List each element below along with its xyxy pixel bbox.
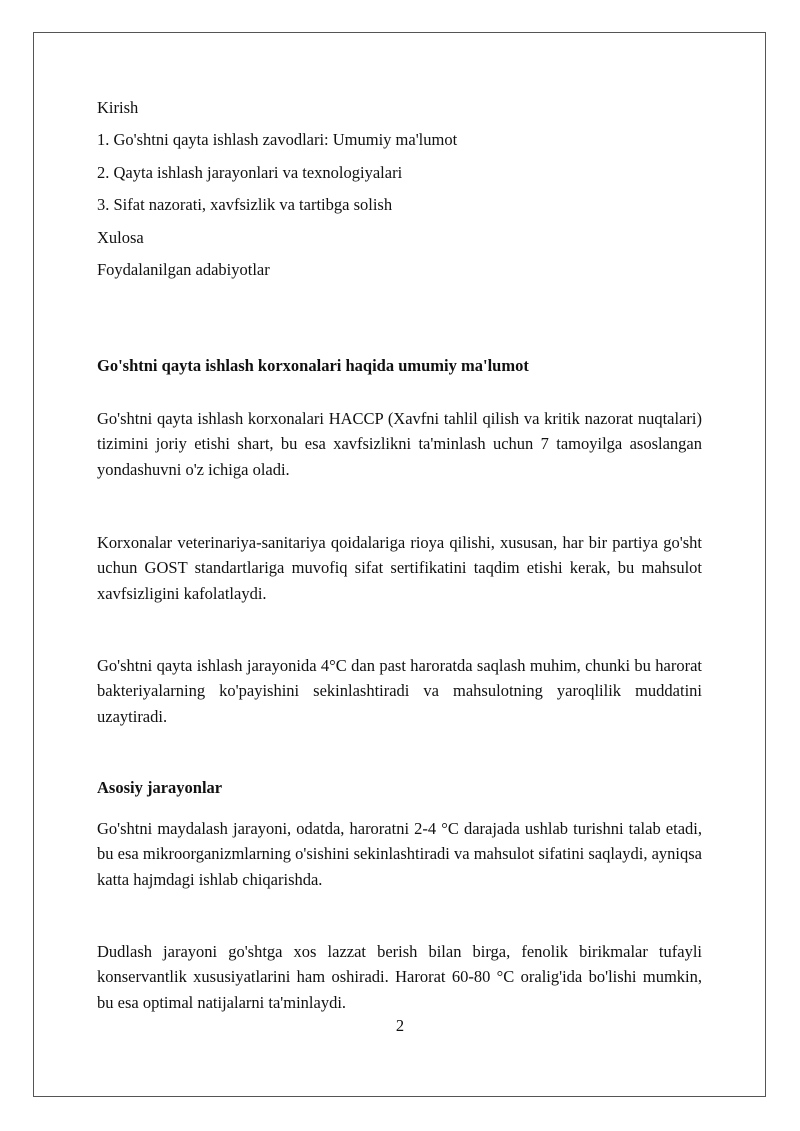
paragraph-haccp: Go'shtni qayta ishlash korxonalari HACCP (Xavfni tahlil qilish va kritik nazorat nuqtalari) tizimini joriy etishi shart, bu esa xavfsizlikni ta'minlash uchun 7 tamoyilga asoslangan yondashuvni o'z ichiga oladi. <box>97 409 702 479</box>
paragraph-temperature: Go'shtni qayta ishlash jarayonida 4°C dan past haroratda saqlash muhim, chunki bu harorat bakteriyalarning ko'payishini sekinlashtiradi va mahsulotning yaroqlilik muddatini uzaytiradi. <box>97 656 702 726</box>
paragraph-veterinary: Korxonalar veterinariya-sanitariya qoidalariga rioya qilishi, xususan, har bir partiya go'sht uchun GOST standartlariga muvofiq sifat sertifikatini taqdim etishi kerak, bu mahsulot xavfsizligini kafolatlaydi. <box>97 533 702 603</box>
toc-item-1: 1. Go'shtni qayta ishlash zavodlari: Umumiy ma'lumot <box>97 130 458 150</box>
toc-item-3: 3. Sifat nazorati, xavfsizlik va tartibga solish <box>97 195 393 215</box>
toc-item-intro: Kirish <box>97 98 139 117</box>
paragraph-smoking: Dudlash jarayoni go'shtga xos lazzat berish bilan birga, fenolik birikmalar tufayli konservantlik xususiyatlarini ham oshiradi. Harorat 60-80 °C oralig'ida bo'lishi mumkin, bu esa optimal natijalarni ta'minlaydi. <box>97 942 702 1012</box>
page-number: 2 <box>395 1016 405 1035</box>
paragraph-mincing: Go'shtni maydalash jarayoni, odatda, haroratni 2-4 °C darajada ushlab turishni talab etadi, bu esa mikroorganizmlarning o'sishini sekinlashtiradi va mahsulot sifatini saqlaydi, ayniqsa katta hajmdagi ishlab chiqarishda. <box>97 819 702 889</box>
toc-item-references: Foydalanilgan adabiyotlar <box>97 259 270 279</box>
document-body <box>97 96 702 1012</box>
table-of-contents <box>97 96 702 290</box>
section-heading-overview: Go'shtni qayta ishlash korxonalari haqida umumiy ma'lumot <box>97 356 529 375</box>
toc-item-2: 2. Qayta ishlash jarayonlari va texnologiyalari <box>97 162 403 182</box>
section-heading-processes: Asosiy jarayonlar <box>97 778 223 797</box>
toc-item-conclusion: Xulosa <box>97 227 144 247</box>
